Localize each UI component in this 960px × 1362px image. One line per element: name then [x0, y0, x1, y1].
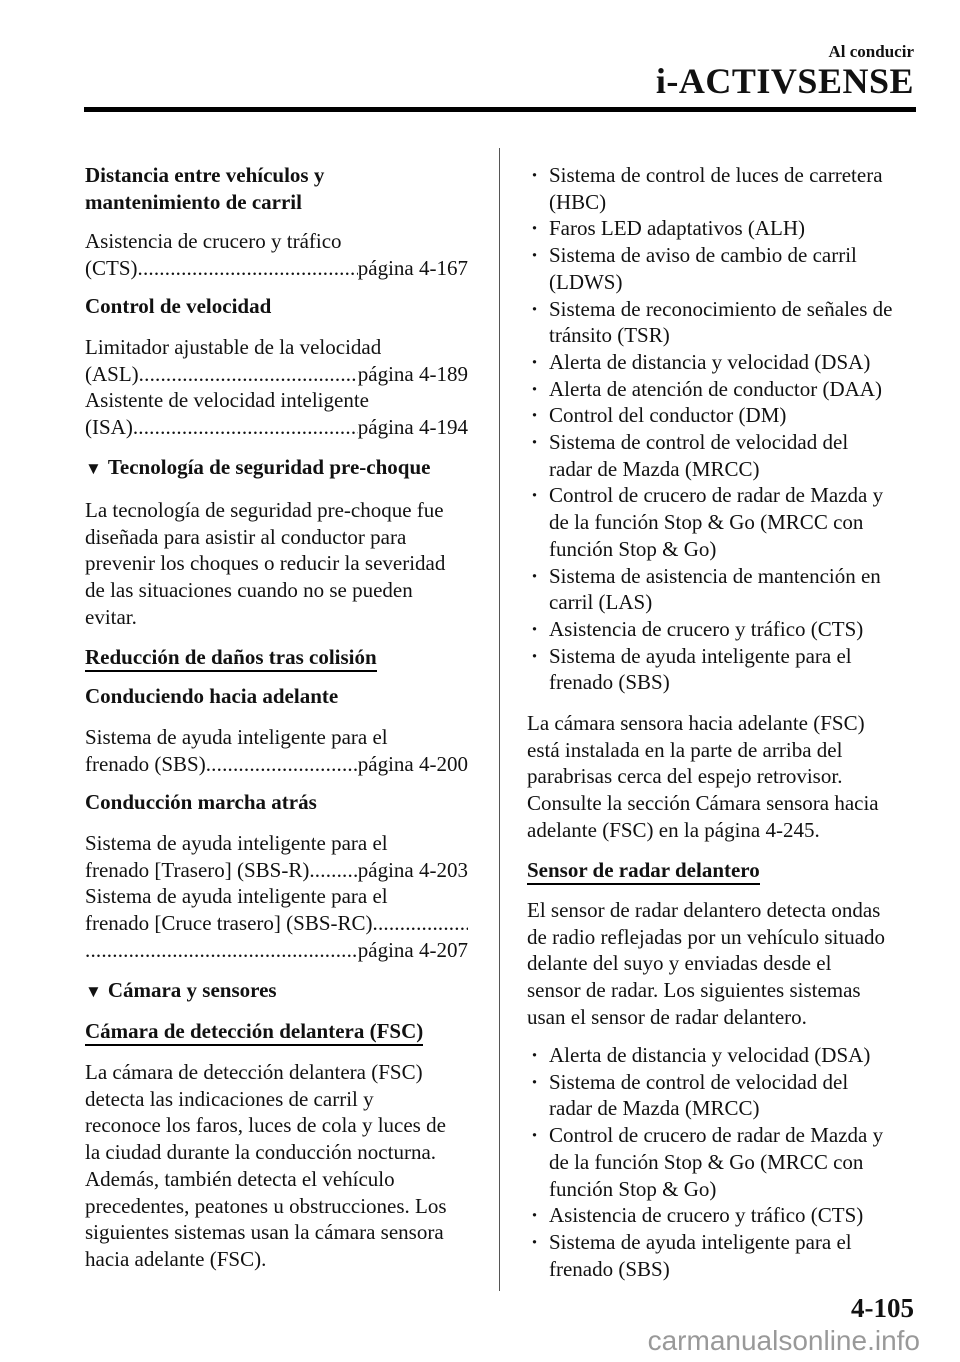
- text-line: de radio reflejadas por un vehículo situado: [527, 924, 886, 949]
- triangle-marker-icon: ▼: [85, 982, 102, 1001]
- triangle-marker-icon: ▼: [85, 459, 102, 478]
- list-item-line: tránsito (TSR): [549, 323, 670, 348]
- text-line: parabrisas cerca del espejo retrovisor.: [527, 764, 843, 789]
- list-item: [527, 1229, 917, 1282]
- ref-abbr: (ASL): [85, 361, 139, 386]
- list-item-line: función Stop & Go): [549, 1176, 717, 1201]
- ref-label: Limitador ajustable de la velocidad: [85, 335, 382, 359]
- list-item-line: · Sistema de control de luces de carretera: [549, 163, 883, 187]
- list-item: [527, 429, 917, 482]
- list-item: [527, 376, 917, 403]
- section-title: Tecnología de seguridad pre-choque: [107, 455, 431, 479]
- list-item-line: radar de Mazda (MRCC): [549, 1096, 760, 1121]
- heading-forward: Conduciendo hacia adelante: [85, 684, 339, 708]
- list-item: [527, 1069, 917, 1122]
- heading-distance: [85, 162, 468, 215]
- radar-systems-list: [527, 1042, 917, 1282]
- list-item: [527, 1122, 917, 1202]
- ref-abbr: frenado (SBS): [85, 751, 206, 776]
- ref-label: Asistente de velocidad inteligente: [85, 388, 369, 413]
- ref-sbs: [85, 724, 468, 777]
- page-ref: página 4-200: [357, 751, 468, 776]
- list-item: [527, 1202, 917, 1229]
- list-item: [527, 162, 917, 215]
- subheading-damage-reduction: Reducción de daños tras colisión: [85, 645, 377, 672]
- paragraph-front-radar: [527, 897, 917, 1031]
- page-title: i-ACTIVSENSE: [655, 61, 914, 101]
- list-item: [527, 242, 917, 295]
- page-number: 4-105: [851, 1293, 914, 1323]
- page-ref: página 4-194: [357, 415, 468, 440]
- text-line: sensor de radar. Los siguientes sistemas: [527, 978, 861, 1003]
- ref-asl: [85, 334, 468, 441]
- heading-reverse: Conducción marcha atrás: [85, 790, 317, 814]
- list-item-line: de la función Stop & Go (MRCC con: [549, 1149, 864, 1174]
- ref-label: Sistema de ayuda inteligente para el: [85, 884, 388, 909]
- text-line: adelante (FSC) en la página 4-245.: [527, 817, 820, 842]
- ref-sbs-r: [85, 830, 468, 964]
- list-item-line: de la función Stop & Go (MRCC con: [549, 510, 864, 535]
- list-item-line: · Sistema de control de velocidad del: [549, 1069, 849, 1094]
- text-line: evitar.: [85, 604, 137, 629]
- column-divider: [499, 148, 500, 1291]
- ref-abbr: (CTS): [85, 255, 138, 280]
- text-line: prevenir los choques o reducir la severidad: [85, 551, 446, 576]
- list-item: [527, 402, 917, 429]
- page-ref: página 4-167: [357, 255, 468, 280]
- page-ref: página 4-189: [357, 361, 468, 386]
- list-item: [527, 1042, 917, 1069]
- text-line: reconoce los faros, luces de cola y luces de: [85, 1113, 446, 1138]
- text-line: de las situaciones cuando no se pueden: [85, 578, 413, 603]
- page-ref: página 4-203: [357, 857, 468, 882]
- heading-speed-control: Control de velocidad: [85, 294, 272, 318]
- text-line: Además, también detecta el vehículo: [85, 1166, 395, 1191]
- list-item-line: · Faros LED adaptativos (ALH): [549, 216, 806, 241]
- subheading-fsc: Cámara de detección delantera (FSC): [85, 1019, 423, 1046]
- fsc-systems-list: [527, 162, 917, 696]
- ref-abbr: frenado [Trasero] (SBS-R): [85, 857, 310, 882]
- list-item: [527, 616, 917, 643]
- section-pre-crash: [85, 454, 468, 483]
- section-title: Cámara y sensores: [107, 978, 277, 1002]
- paragraph-fsc: [85, 1059, 468, 1273]
- section-camera: [85, 977, 468, 1006]
- list-item: [527, 296, 917, 349]
- list-item: [527, 563, 917, 616]
- list-item-line: · Control de crucero de radar de Mazda y: [549, 483, 884, 508]
- text-line: hacia adelante (FSC).: [85, 1246, 267, 1271]
- text-line: La tecnología de seguridad pre-choque fue: [85, 498, 444, 522]
- list-item-line: · Sistema de ayuda inteligente para el: [549, 643, 852, 668]
- list-item: [527, 349, 917, 376]
- heading-line: Distancia entre vehículos y: [85, 163, 325, 187]
- list-item-line: frenado (SBS): [549, 1256, 670, 1281]
- list-item-line: frenado (SBS): [549, 670, 670, 695]
- paragraph-fsc-location: [527, 710, 917, 844]
- list-item-line: · Asistencia de crucero y tráfico (CTS): [549, 616, 864, 641]
- ref-label: Sistema de ayuda inteligente para el: [85, 725, 388, 749]
- text-line: La cámara sensora hacia adelante (FSC): [527, 711, 865, 735]
- text-line: usan el sensor de radar delantero.: [527, 1004, 807, 1029]
- list-item-line: · Control del conductor (DM): [549, 403, 787, 428]
- list-item-line: · Alerta de distancia y velocidad (DSA): [549, 349, 871, 374]
- heading-line: mantenimiento de carril: [85, 189, 302, 214]
- ref-label: Asistencia de crucero y tráfico: [85, 229, 342, 253]
- text-line: La cámara de detección delantera (FSC): [85, 1060, 423, 1084]
- ref-abbr: frenado [Cruce trasero] (SBS-RC): [85, 911, 373, 936]
- ref-cts: [85, 228, 468, 281]
- list-item-line: · Sistema de ayuda inteligente para el: [549, 1229, 852, 1254]
- watermark: carmanualsonline.info: [647, 1325, 920, 1356]
- text-line: está instalada en la parte de arriba del: [527, 737, 843, 762]
- text-line: precedentes, peatones u obstrucciones. Los: [85, 1193, 447, 1218]
- ref-label: Sistema de ayuda inteligente para el: [85, 831, 388, 855]
- list-item-line: · Asistencia de crucero y tráfico (CTS): [549, 1203, 864, 1228]
- list-item-line: (LDWS): [549, 269, 623, 294]
- list-item: [527, 643, 917, 696]
- list-item-line: · Alerta de distancia y velocidad (DSA): [549, 1043, 871, 1067]
- list-item-line: · Control de crucero de radar de Mazda y: [549, 1123, 884, 1148]
- list-item-line: función Stop & Go): [549, 536, 717, 561]
- text-line: siguientes sistemas usan la cámara sensora: [85, 1220, 444, 1245]
- list-item-line: carril (LAS): [549, 590, 653, 615]
- text-line: la ciudad durante la conducción nocturna.: [85, 1140, 437, 1165]
- text-line: El sensor de radar delantero detecta ondas: [527, 898, 881, 922]
- text-line: Consulte la sección Cámara sensora hacia: [527, 791, 879, 816]
- paragraph-pre-crash: [85, 497, 468, 631]
- list-item: [527, 215, 917, 242]
- section-label: Al conducir: [828, 42, 914, 61]
- list-item-line: · Alerta de atención de conductor (DAA): [549, 376, 882, 401]
- header-rule: [84, 107, 916, 112]
- list-item-line: (HBC): [549, 189, 607, 214]
- list-item-line: · Sistema de aviso de cambio de carril: [549, 243, 857, 268]
- text-line: diseñada para asistir al conductor para: [85, 524, 407, 549]
- page-ref: página 4-207: [357, 937, 468, 962]
- subheading-front-radar: Sensor de radar delantero: [527, 858, 760, 885]
- list-item-line: · Sistema de reconocimiento de señales de: [549, 296, 893, 321]
- text-line: detecta las indicaciones de carril y: [85, 1086, 374, 1111]
- list-item-line: · Sistema de control de velocidad del: [549, 430, 849, 455]
- list-item: [527, 482, 917, 562]
- list-item-line: · Sistema de asistencia de mantención en: [549, 563, 881, 588]
- text-line: delante del suyo y enviadas desde el: [527, 951, 832, 976]
- ref-abbr: (ISA): [85, 415, 133, 440]
- list-item-line: radar de Mazda (MRCC): [549, 456, 760, 481]
